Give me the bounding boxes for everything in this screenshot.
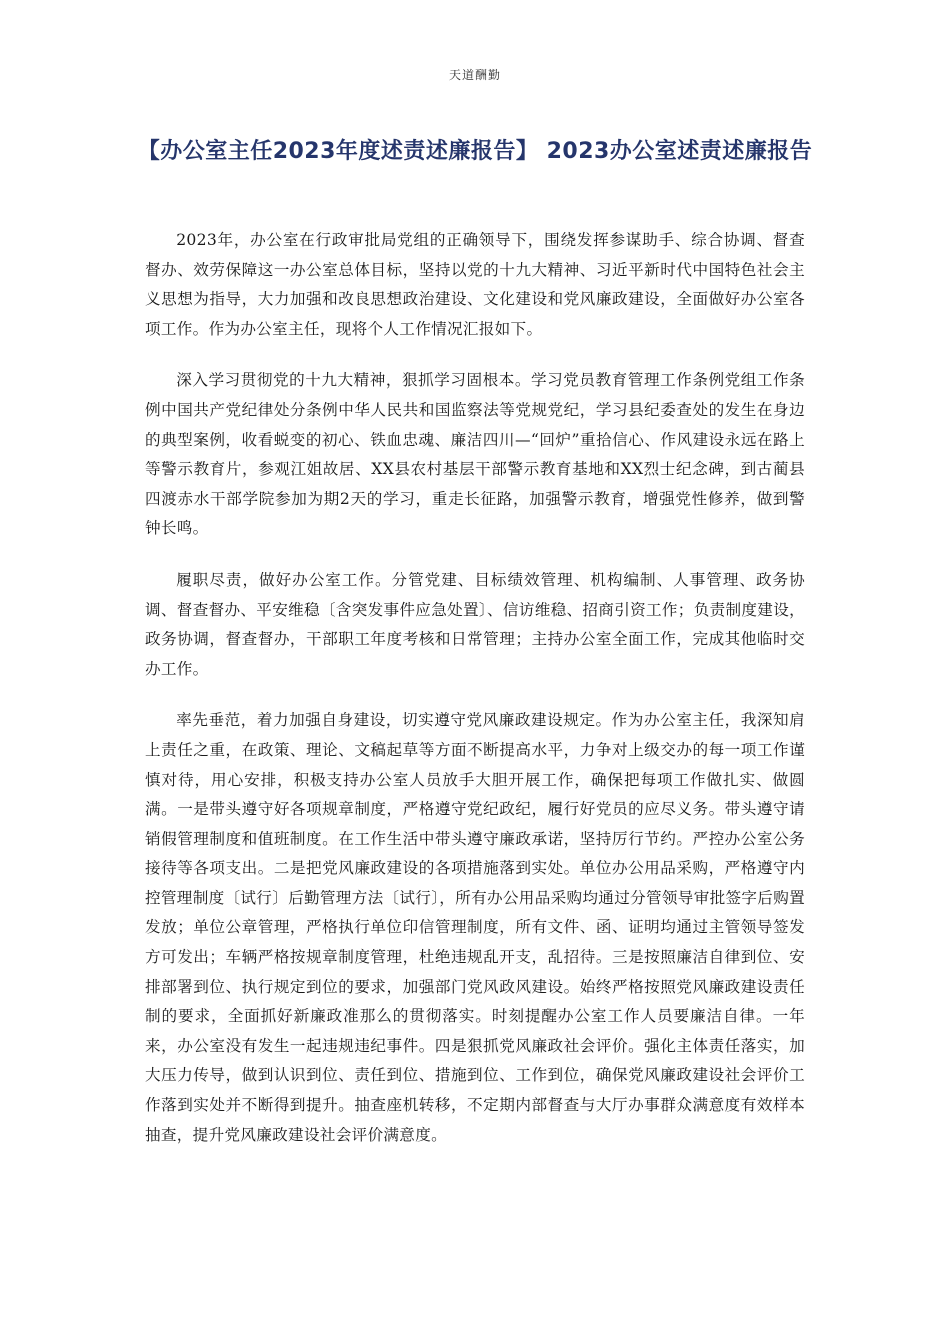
- paragraph-study: 深入学习贯彻党的十九大精神，狠抓学习固根本。学习党员教育管理工作条例党组工作条例中国共产党纪律处分条例中华人民共和国监察法等党规党纪，学习县纪委查处的发生在身边的典型案例，收看蜕变的初心、铁血忠魂、廉洁四川—“回炉”重拾信心、作风建设永远在路上等警示教育片，参观江姐故居、XX县农村基层干部警示教育基地和XX烈士纪念碑，到古蔺县四渡赤水干部学院参加为期2天的学习，重走长征路，加强警示教育，增强党性修养，做到警钟长鸣。: [145, 371, 805, 538]
- document-title: 【办公室主任2023年度述责述廉报告】 2023办公室述责述廉报告: [137, 139, 813, 164]
- page-header: 天道酬勤: [448, 68, 501, 82]
- document-body: [145, 226, 805, 1172]
- paragraph-intro: 2023年，办公室在行政审批局党组的正确领导下，围绕发挥参谋助手、综合协调、督查督办、效劳保障这一办公室总体目标，坚持以党的十九大精神、习近平新时代中国特色社会主义思想为指导，大力加强和改良思想政治建设、文化建设和党风廉政建设，全面做好办公室各项工作。作为办公室主任，现将个人工作情况汇报如下。: [145, 231, 805, 338]
- paragraph-integrity: 率先垂范，着力加强自身建设，切实遵守党风廉政建设规定。作为办公室主任，我深知肩上责任之重，在政策、理论、文稿起草等方面不断提高水平，力争对上级交办的每一项工作谨慎对待，用心安排，积极支持办公室人员放手大胆开展工作，确保把每项工作做扎实、做圆满。一是带头遵守好各项规章制度，严格遵守党纪政纪，履行好党员的应尽义务。带头遵守请销假管理制度和值班制度。在工作生活中带头遵守廉政承诺，坚持厉行节约。严控办公室公务接待等各项支出。二是把党风廉政建设的各项措施落到实处。单位办公用品采购，严格遵守内控管理制度〔试行〕后勤管理方法〔试行〕，所有办公用品采购均通过分管领导审批签字后购置发放；单位公章管理，严格执行单位印信管理制度，所有文件、函、证明均通过主管领导签发方可发出；车辆严格按规章制度管理，杜绝违规乱开支，乱招待。三是按照廉洁自律到位、安排部署到位、执行规定到位的要求，加强部门党风政风建设。始终严格按照党风廉政建设责任制的要求，全面抓好新廉政准那么的贯彻落实。时刻提醒办公室工作人员要廉洁自律。一年来，办公室没有发生一起违规违纪事件。四是狠抓党风廉政社会评价。强化主体责任落实，加大压力传导，做到认识到位、责任到位、措施到位、工作到位，确保党风廉政建设社会评价工作落到实处并不断得到提升。抽查座机转移，不定期内部督查与大厅办事群众满意度有效样本抽查，提升党风廉政建设社会评价满意度。: [145, 711, 805, 1144]
- paragraph-duties: 履职尽责，做好办公室工作。分管党建、目标绩效管理、机构编制、人事管理、政务协调、督查督办、平安维稳〔含突发事件应急处置〕、信访维稳、招商引资工作；负责制度建设，政务协调，督查督办，干部职工年度考核和日常管理；主持办公室全面工作，完成其他临时交办工作。: [145, 570, 805, 678]
